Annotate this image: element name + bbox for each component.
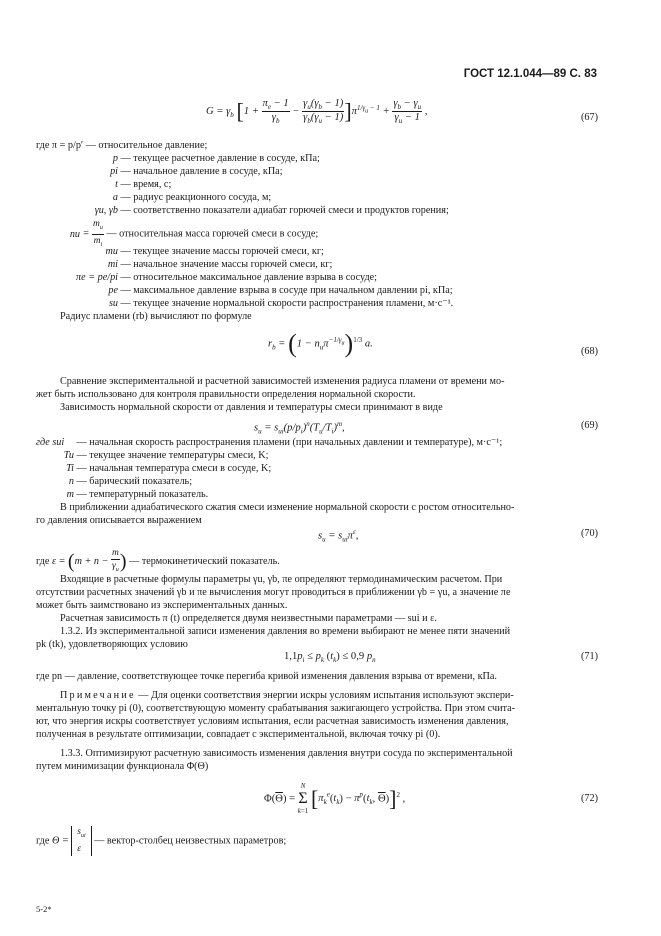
definition-symbol: m xyxy=(66,489,74,500)
definition-text: — начальная температура смеси в сосуде, K; xyxy=(76,463,272,474)
definition-mi xyxy=(88,259,332,271)
paragraph-132-line2: pk (tk), удовлетворяющих условию xyxy=(36,639,188,650)
definition-symbol: mi xyxy=(107,259,118,270)
definition-symbol: p xyxy=(112,153,118,164)
definition-mu xyxy=(88,246,324,258)
definition-text: — начальное значение массы горючей смеси, кг; xyxy=(120,259,333,270)
definition-text: — текущее значение массы горючей смеси, кг; xyxy=(120,246,324,257)
definition-text: — текущее значение нормальной скорости распространения пламени, м·с⁻¹. xyxy=(120,298,454,309)
definition-symbol: γu, γb xyxy=(94,205,118,216)
paragraph-compare-line1: Сравнение экспериментальной и расчетной зависимостей изменения радиуса пламени от времени мо- xyxy=(60,376,505,387)
paragraph-133-line2: путем минимизации функционала Φ(Θ) xyxy=(36,761,209,772)
equation-71: $1,1p_i \le p_k$ $(t_k) \le 0,9$ $p_n$ xyxy=(284,651,376,665)
page-footer-mark: 5-2* xyxy=(36,904,52,914)
paragraph-params-line3: может быть заимствовано из экспериментальных данных. xyxy=(36,600,288,611)
definition-symbol: su xyxy=(108,298,118,309)
paragraph-132-line1: 1.3.2. Из экспериментальной записи изменения давления во времени выбирают не менее пяти значений xyxy=(60,626,511,637)
definition-theta: где $\Theta = s_{ui}$ ε — вектор-столбец неизвестных параметров; xyxy=(36,827,287,854)
definition-text: — время, с; xyxy=(120,179,172,190)
equation-number-67: (67) xyxy=(581,112,598,123)
definition-epsilon: где ε = (m + n − $\frac{m}{\gamma_u}$ ) — термокинетический показатель. xyxy=(36,548,280,573)
definition-gamma xyxy=(88,205,449,217)
definition-symbol: nu xyxy=(69,228,80,240)
definition-text: — текущее значение температуры смеси, K; xyxy=(76,450,269,461)
equation-number-69: (69) xyxy=(581,420,598,431)
page-header: ГОСТ 12.1.044—89 С. 83 xyxy=(463,68,597,80)
definition-text: — соответственно показатели адиабат горючей смеси и продуктов горения; xyxy=(120,205,449,216)
equation-number-70: (70) xyxy=(581,528,598,539)
definition-text: — текущее расчетное давление в сосуде, кПа; xyxy=(120,153,320,164)
paragraph-adiabatic-line2: го давления описывается выражением xyxy=(36,515,202,526)
definition-tu xyxy=(56,450,268,462)
equation-70: $s_u = s_{ui}\pi^\varepsilon$, xyxy=(318,528,359,544)
paragraph-dependence: Зависимость нормальной скорости от давления и температуры смеси принимают в виде xyxy=(60,402,443,413)
paragraph-adiabatic-line1: В приближении адиабатического сжатия смеси изменение нормальной скорости с ростом относительно- xyxy=(60,502,515,513)
definition-sui xyxy=(36,437,502,449)
definition-symbol: где sui xyxy=(36,437,65,448)
note-line2: ментальную точку pi (0), соответствующую моменту срабатывания зажигающего устройства. При этом счита- xyxy=(36,703,516,714)
note-line4: полученная в результате оптимизации, совпадает с экспериментальной, включая точку pi (0). xyxy=(36,729,441,740)
definition-symbol: n xyxy=(68,476,74,487)
note-line1 xyxy=(60,690,514,702)
definition-su xyxy=(88,298,453,310)
definition-text: — относительное максимальное давление взрыва в сосуде; xyxy=(120,272,378,283)
definition-text: — начальное давление в сосуде, кПа; xyxy=(120,166,283,177)
note-text: — Для оценки соответствия энергии искры условиям испытания используют экспери- xyxy=(138,690,514,701)
paragraph-radius: Радиус пламени (rb) вычисляют по формуле xyxy=(60,311,252,322)
definition-text: — радиус реакционного сосуда, м; xyxy=(120,192,272,203)
definition-pe xyxy=(88,285,453,297)
definition-symbol: pe xyxy=(108,285,118,296)
definition-symbol: pi xyxy=(110,166,118,177)
definition-symbol: Tu xyxy=(63,450,74,461)
definition-p xyxy=(88,153,320,165)
note-label: Примечание xyxy=(60,690,136,701)
definition-symbol: a xyxy=(112,192,118,203)
theta-text: — вектор-столбец неизвестных параметров; xyxy=(94,835,287,847)
equation-72: $\Phi(\overline{\Theta}) = N$ Σ k=1 [$\pi_k^e(t_k) - \pi^p(t_k$, $\overline{\Theta})]^2$ , xyxy=(264,782,406,815)
equation-67: $G = \gamma_b$ [1 + $\frac{\pi_e - 1}{\gamma_b}$ − $\frac{\gamma_u(\gamma_b - 1)}{\gamma_b(\gamma_u - 1)}$ ]$\pi^{1/\gamma_u - 1}$ + $\frac{\gamma_b - \gamma_u}{\gamma_u - 1}$ , xyxy=(206,98,428,126)
definition-nu: nu = $\frac{m_u}{m_i}$ — относительная масса горючей смеси в сосуде; xyxy=(36,218,318,251)
epsilon-text: — термокинетический показатель. xyxy=(129,555,280,567)
paragraph-params-line1: Входящие в расчетные формулы параметры γu, γb, πe определяют термодинамическим расчетом. При xyxy=(60,574,503,585)
definition-pi xyxy=(88,166,283,178)
definition-text: — относительная масса горючей смеси в сосуде; xyxy=(106,228,319,240)
note-line3: ют, что энергия искры соответствует условиям испытания, если расчетная зависимость изменения давления, xyxy=(36,716,509,727)
definition-intro: где π = p/p′ — относительное давление; xyxy=(36,140,208,151)
definition-n xyxy=(56,476,192,488)
equation-number-68: (68) xyxy=(581,346,598,357)
equation-69: $s_u = s_{ui}(p/p_i)^n(T_u/T_i)^m$, xyxy=(254,420,345,436)
equation-number-72: (72) xyxy=(581,793,598,804)
paragraph-compare-line2: жет быть использовано для контроля правильности определения нормальной скорости. xyxy=(36,389,416,400)
definition-text: — температурный показатель. xyxy=(76,489,209,500)
paragraph-params-line2: отсутствии расчетных значений γb и πe вычисления могут проводиться в приближении γb = γu, а значение πe xyxy=(36,587,511,598)
paragraph-pn: где pn — давление, соответствующее точке перегиба кривой изменения давления взрыва от времени, кПа. xyxy=(36,671,497,682)
definition-pie xyxy=(36,272,377,284)
definition-text: — начальная скорость распространения пламени (при начальных давлении и температуре), м·с⁻¹; xyxy=(76,437,503,448)
paragraph-133-line1: 1.3.3. Оптимизируют расчетную зависимость изменения давления внутри сосуда по экспериментальной xyxy=(60,748,513,759)
definition-m xyxy=(56,489,208,501)
definition-symbol: mu xyxy=(105,246,118,257)
definition-t xyxy=(88,179,171,191)
equation-68: $r_b = (1 - n_u\pi^{-1/\gamma_u})^{1/3}$ a. xyxy=(268,329,373,358)
paragraph-calc: Расчетная зависимость π (t) определяется двумя неизвестными параметрами — sui и ε. xyxy=(60,613,437,624)
definition-text: — максимальное давление взрыва в сосуде при начальном давлении pi, кПа; xyxy=(120,285,453,296)
definition-symbol: πe = pe/pi xyxy=(76,272,118,283)
definition-symbol: t xyxy=(115,179,118,190)
definition-symbol: Ti xyxy=(66,463,74,474)
definition-text: — барический показатель; xyxy=(76,476,193,487)
definition-ti xyxy=(56,463,271,475)
equation-number-71: (71) xyxy=(581,651,598,662)
definition-a xyxy=(88,192,271,204)
